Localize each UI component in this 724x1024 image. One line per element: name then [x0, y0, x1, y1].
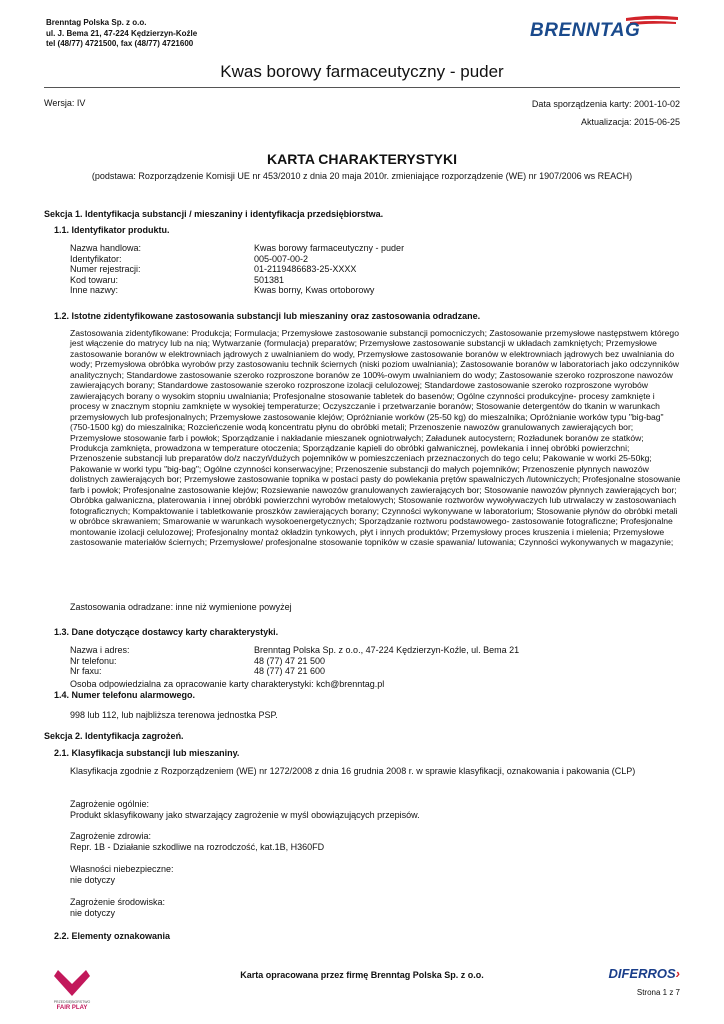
s13-heading: 1.3. Dane dotyczące dostawcy karty charakterystyki. — [54, 627, 279, 637]
company-name: Brenntag Polska Sp. z o.o. — [46, 18, 147, 27]
environment-hazard-label: Zagrożenie środowiska: — [70, 897, 166, 907]
s11-key: Numer rejestracji: — [70, 264, 141, 275]
general-hazard-text: Produkt sklasyfikowany jako stwarzający zagrożenie w myśl obowiązujących przepisów. — [70, 810, 420, 820]
version-label: Wersja: IV — [44, 98, 86, 108]
s13-key: Nr telefonu: — [70, 655, 117, 666]
brenntag-logo — [518, 14, 680, 42]
fair-play-line2: FAIR PLAY — [56, 1005, 88, 1011]
s14-heading: 1.4. Numer telefonu alarmowego. — [54, 690, 196, 700]
diferros-arrow-icon: › — [675, 966, 680, 981]
physical-hazard-text: nie dotyczy — [70, 875, 116, 885]
fair-play-line1: PRZEDSIĘBIORSTWO — [53, 1000, 91, 1004]
environment-hazard-text: nie dotyczy — [70, 908, 116, 918]
document-title: KARTA CHARAKTERYSTYKI — [266, 151, 458, 167]
health-hazard-text: Repr. 1B - Działanie szkodliwe na rozrodczość, kat.1B, H360FD — [70, 842, 325, 852]
s21-clp-text: Klasyfikacja zgodnie z Rozporządzeniem (WE) nr 1272/2008 z dnia 16 grudnia 2008 r. w sprawie klasyfikacji, oznakowania i pakowania (CLP) — [70, 766, 636, 776]
s13-value: 48 (77) 47 21 600 — [254, 666, 326, 677]
s13-key: Nr faxu: — [70, 666, 102, 677]
s11-value: 501381 — [254, 274, 285, 285]
s11-table — [70, 243, 554, 296]
date-created: Data sporządzenia karty: 2001-10-02 — [531, 99, 680, 109]
company-info — [46, 18, 197, 50]
s12-uses-text: Zastosowania zidentyfikowane: Produkcja; Formulacja; Przemysłowe zastosowanie substancji pomocniczych; Zastosowanie przemysłowe następstwem którego jest włączenie do matrycy lub na nią; Wytwarzanie (formulacja) preparatów; Przemysłowe zastosowanie substancji w układach zamkniętych; Przemysłowe zastosowanie boranów w elektrowniach jądrowych z uwalnianiem do wody, Przemysłowe zastosowanie boranów w elektrowniach jądrowych bez uwalniania do wody; Przemysłowa obróbka wyrobów przy zastosowaniu technik ściernych (niski poziom uwalniania); Zastosowanie boranów w laboratoriach jako odczynników analitycznych; Standardowe zastosowanie szeroko rozproszone boranów ze 100%-owym uwalnianiem do wody; Zastosowanie szeroko rozproszone nawozów zawierających borany; Standardowe zastosowanie szeroko rozproszone izolacji celulozowej; Standardowe zastosowanie szeroko rozproszone wyrobów zawierających borany o wysokim stopniu uwalniania; Profesjonalne stosowanie tabletek do basenów; Ogólne czynności produkcyjne- procesy zamknięte i procesy w znacznym stopniu zamknięte w wysokiej temperaturze; Oczyszczanie i przetwarzanie boranów; Stosowanie detergentów do tkanin w warunkach przemysłowych lub profesjonalnych; Przemysłowe zastosowanie klejów; Opróżnianie worków (25-50 kg) do mieszalnika; Opróżnianie worków typu "big-bag" (750-1500 kg) do mieszalnika; Rozcieńczenie wodą koncentratu płynu do obróbki metali; Przenoszenie nawozów granulowanych zawierających bor; Przemysłowe stosowanie farb i powłok; Sporządzanie i nakładanie mieszanek ogniotrwałych; Załadunek autocystern; Rozładunek boranów ze statków; Produkcja zamknięta, prowadzona w temperature otoczenia; Sporządzanie kąpieli do obróbki galwanicznej, powlekania i innej obróbki powierzchni; Przenoszenie substancji lub preparatów do/z naczyń/dużych pojemników w pomieszczeniach przeznaczonych do tego celu; Pakowanie w worki 25-50kg; Pakowanie w worki typu "big-bag"; Ogólne czynności konserwacyjne; Przenoszenie substancji do małych pojemników; Przenoszenie płynnych nawozów dolistnych zawierających bor; Przemysłowe zastosowanie topnika w postaci pasty do powlekania prętów spawalniczych /lutowniczych; Profesjonalne stosowanie farb i powłok; Profesjonalne zastosowanie klejów; Rozsiewanie nawozów granulowanych zawierających bor; Stosowanie nawozów płynnych zawierających bor; Obróbka galwaniczna, platerowania i innej obróbki powierzchni wyrobów metalowych; Stosowanie roztworów wywoływaczych lub utrwalaczy w zastosowaniach fotograficznych; Kompaktowanie i tabletkowanie proszków zawierających borany; Czynności wykonywane w laboratorium; Stosowanie płynów do obróbki metali w obróbce skrawaniem; Smarowanie w warunkach wysokoenergetycznych; Sporządzanie roztworu podstawowego- zastosowanie fotograficzne; Profesjonalne montowanie izolacji celulozowej; Profesjonalny montaż okładzin tynkowych, płyt i innych produktów; Przemysłowy proces kruszenia i mielenia; Przemysłowe zastosowanie materiałów ściernych; Przemysłowe/ profesjonalne stosowanie topników w czasie spawania/ lutowania; Czynności wykonywanych w magazynie; — [70, 328, 681, 548]
s12-heading: 1.2. Istotne zidentyfikowane zastosowania substancji lub mieszaniny oraz zastosowania odradzane. — [54, 311, 481, 321]
brenntag-logo-text: BRENNTAG — [530, 20, 641, 41]
s11-value: 01-2119486683-25-XXXX — [254, 264, 357, 275]
s11-key: Nazwa handlowa: — [70, 243, 142, 253]
s13-responsible-person: Osoba odpowiedzialna za opracowanie karty charakterystyki: kch@brenntag.pl — [70, 679, 385, 689]
company-address: ul. J. Bema 21, 47-224 Kędzierzyn-Koźle — [46, 28, 198, 38]
header-divider — [44, 87, 680, 88]
page-number: Strona 1 z 7 — [636, 988, 680, 997]
company-contact: tel (48/77) 4721500, fax (48/77) 4721600 — [46, 39, 194, 48]
general-hazard-label: Zagrożenie ogólnie: — [70, 799, 150, 809]
document-basis: (podstawa: Rozporządzenie Komisji UE nr 453/2010 z dnia 20 maja 2010r. zmieniające rozporządzenie (WE) nr 1907/2006 ws REACH) — [91, 171, 633, 181]
s21-heading: 2.1. Klasyfikacja substancji lub mieszaniny. — [54, 748, 240, 758]
footer-prepared-by: Karta opracowana przez firmę Brenntag Polska Sp. z o.o. — [240, 970, 484, 980]
diferros-logo — [608, 966, 680, 981]
s11-key: Kod towaru: — [70, 274, 119, 285]
s11-value: 005-007-00-2 — [254, 253, 309, 264]
section1-heading: Sekcja 1. Identyfikacja substancji / mieszaniny i identyfikacja przedsiębiorstwa. — [44, 209, 384, 219]
diferros-logo-text: DIFERROS — [608, 966, 676, 981]
s13-key: Nazwa i adres: — [70, 645, 130, 655]
s13-value: 48 (77) 47 21 500 — [254, 655, 326, 666]
s11-heading: 1.1. Identyfikator produktu. — [54, 225, 170, 235]
health-hazard-label: Zagrożenie zdrowia: — [70, 831, 152, 841]
section2-heading: Sekcja 2. Identyfikacja zagrożeń. — [44, 731, 184, 741]
s11-key: Inne nazwy: — [70, 285, 119, 296]
s14-emergency-text: 998 lub 112, lub najbliższa terenowa jednostka PSP. — [70, 710, 278, 720]
s13-table — [70, 645, 554, 677]
s11-value: Kwas borowy farmaceutyczny - puder — [254, 243, 405, 253]
s22-heading: 2.2. Elementy oznakowania — [54, 931, 171, 941]
physical-hazard-label: Własności niebezpieczne: — [70, 864, 174, 874]
s11-key: Identyfikator: — [70, 253, 122, 264]
product-title: Kwas borowy farmaceutyczny - puder — [220, 62, 504, 81]
date-updated: Aktualizacja: 2015-06-25 — [580, 117, 680, 127]
s11-value: Kwas borny, Kwas ortoborowy — [254, 285, 375, 296]
s13-value: Brenntag Polska Sp. z o.o., 47-224 Kędzierzyn-Koźle, ul. Bema 21 — [254, 645, 520, 655]
s12-avoid-text: Zastosowania odradzane: inne niż wymienione powyżej — [70, 602, 292, 612]
